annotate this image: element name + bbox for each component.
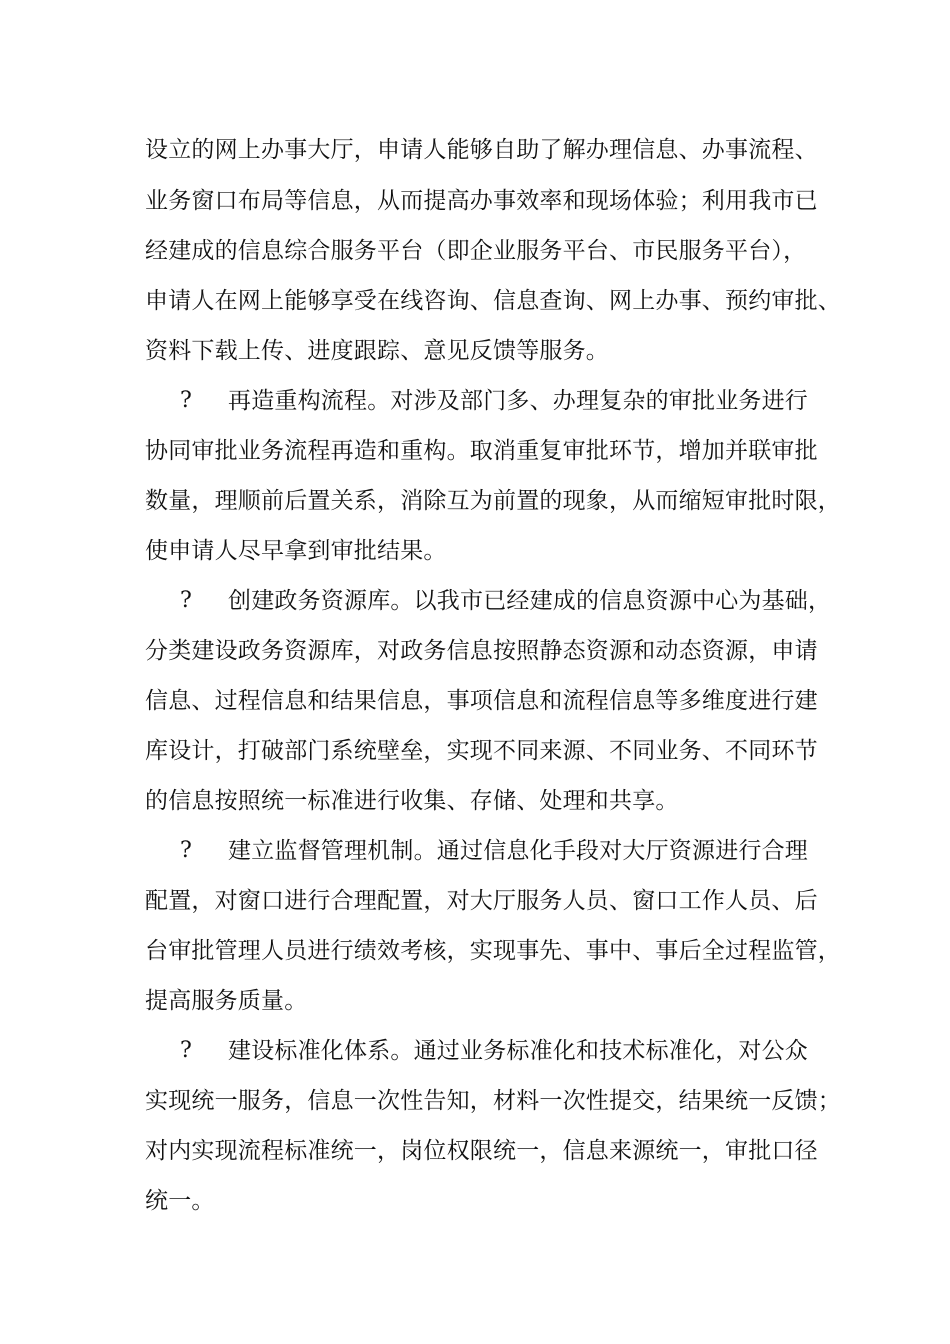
text-line: 申请人在网上能够享受在线咨询、信息查询、网上办事、预约审批、	[145, 288, 841, 314]
text-line: 统一。	[145, 1188, 215, 1214]
bullet-first-line: 创建政务资源库。以我市已经建成的信息资源中心为基础，	[228, 588, 832, 614]
bullet-marker: ?	[180, 388, 192, 413]
bullet-first-line: 建立监督管理机制。通过信息化手段对大厅资源进行合理	[228, 838, 808, 864]
text-line: 库设计，打破部门系统壁垒，实现不同来源、不同业务、不同环节	[145, 738, 818, 764]
text-line: 的信息按照统一标准进行收集、存储、处理和共享。	[145, 788, 679, 814]
text-line: 信息、过程信息和结果信息，事项信息和流程信息等多维度进行建	[145, 688, 818, 714]
text-line: 经建成的信息综合服务平台（即企业服务平台、市民服务平台），	[145, 238, 807, 264]
text-line: 使申请人尽早拿到审批结果。	[145, 538, 447, 564]
bullet-marker: ?	[180, 838, 192, 863]
text-line: 分类建设政务资源库，对政务信息按照静态资源和动态资源，申请	[145, 638, 818, 664]
text-line: 数量，理顺前后置关系，消除互为前置的现象，从而缩短审批时限，	[145, 488, 841, 514]
text-line: 配置，对窗口进行合理配置，对大厅服务人员、窗口工作人员、后	[145, 888, 818, 914]
text-line: 台审批管理人员进行绩效考核，实现事先、事中、事后全过程监管，	[145, 938, 841, 964]
text-line: 资料下载上传、进度跟踪、意见反馈等服务。	[145, 338, 609, 364]
bullet-first-line: 再造重构流程。对涉及部门多、办理复杂的审批业务进行	[228, 388, 808, 414]
bullet-marker: ?	[180, 588, 192, 613]
bullet-marker: ?	[180, 1038, 192, 1063]
text-line: 对内实现流程标准统一，岗位权限统一，信息来源统一，审批口径	[145, 1138, 818, 1164]
text-line: 提高服务质量。	[145, 988, 308, 1014]
text-line: 业务窗口布局等信息，从而提高办事效率和现场体验；利用我市已	[145, 188, 818, 214]
bullet-first-line: 建设标准化体系。通过业务标准化和技术标准化，对公众	[228, 1038, 808, 1064]
text-line: 协同审批业务流程再造和重构。取消重复审批环节，增加并联审批	[145, 438, 818, 464]
text-line: 实现统一服务，信息一次性告知，材料一次性提交，结果统一反馈；	[145, 1088, 841, 1114]
text-line: 设立的网上办事大厅，申请人能够自助了解办理信息、办事流程、	[145, 137, 818, 163]
